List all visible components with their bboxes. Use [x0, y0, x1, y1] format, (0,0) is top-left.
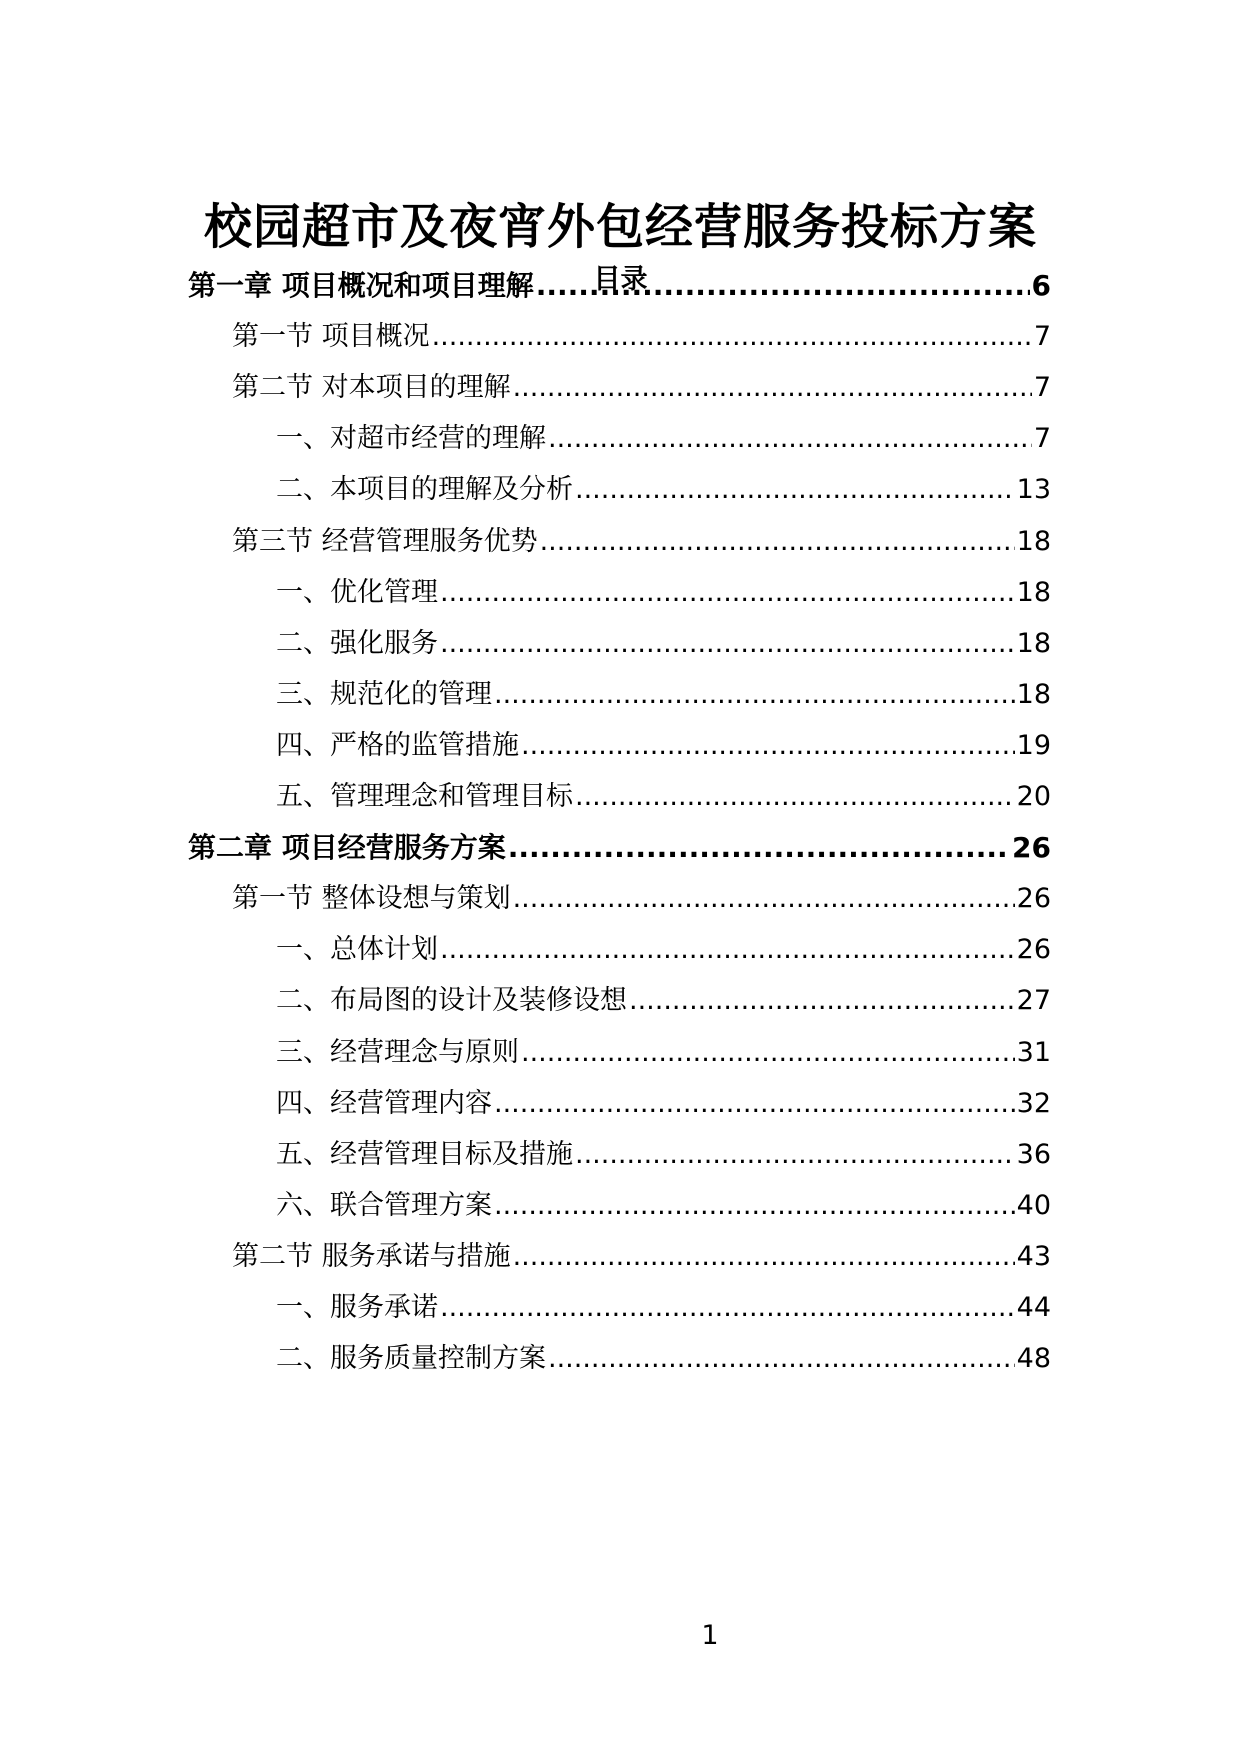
toc-dot-leader	[540, 522, 1015, 562]
toc-entry[interactable]	[232, 317, 1051, 357]
toc-entry-page: 26	[1016, 883, 1051, 914]
toc-dot-leader	[513, 368, 1032, 408]
toc-entry-label: 二、布局图的设计及装修设想	[276, 985, 627, 1016]
toc-entry-page: 31	[1016, 1037, 1051, 1068]
toc-entry-label: 第二章 项目经营服务方案	[188, 831, 506, 864]
toc-entry-label: 第二节 对本项目的理解	[232, 372, 511, 403]
toc-entry[interactable]	[276, 419, 1051, 459]
toc-entry-page: 40	[1016, 1190, 1051, 1221]
toc-entry[interactable]	[232, 368, 1051, 408]
toc-entry-label: 第一节 项目概况	[232, 321, 430, 352]
toc-entry[interactable]	[276, 470, 1051, 510]
toc-entry-page: 7	[1033, 321, 1051, 352]
toc-entry[interactable]	[232, 879, 1051, 919]
toc-dot-leader	[629, 981, 1015, 1021]
toc-dot-leader	[494, 1084, 1015, 1124]
toc-dot-leader	[440, 930, 1015, 970]
toc-entry[interactable]	[188, 828, 1051, 868]
toc-entry-label: 六、联合管理方案	[276, 1190, 492, 1221]
toc-entry-page: 44	[1016, 1292, 1051, 1323]
toc-entry[interactable]	[276, 1339, 1051, 1379]
toc-dot-leader	[521, 1033, 1015, 1073]
toc-dot-leader	[548, 419, 1032, 459]
toc-entry-page: 19	[1016, 730, 1051, 761]
toc-entry-label: 五、经营管理目标及措施	[276, 1139, 573, 1170]
toc-entry-label: 一、对超市经营的理解	[276, 423, 546, 454]
toc-entry-page: 18	[1016, 577, 1051, 608]
toc-entry-page: 27	[1016, 985, 1051, 1016]
toc-dot-leader	[513, 879, 1015, 919]
toc-dot-leader	[494, 675, 1015, 715]
toc-entry-page: 32	[1016, 1088, 1051, 1119]
toc-entry-label: 三、规范化的管理	[276, 679, 492, 710]
toc-entry[interactable]	[276, 1084, 1051, 1124]
toc-entry[interactable]	[276, 777, 1051, 817]
toc-entry-label: 五、管理理念和管理目标	[276, 781, 573, 812]
toc-entry-page: 18	[1016, 679, 1051, 710]
toc-entry-page: 7	[1033, 372, 1051, 403]
toc-entry-label: 二、强化服务	[276, 628, 438, 659]
toc-entry[interactable]	[276, 1135, 1051, 1175]
toc-dot-leader	[513, 1237, 1015, 1277]
toc-entry-page: 36	[1016, 1139, 1051, 1170]
toc-entry-label: 四、经营管理内容	[276, 1088, 492, 1119]
toc-entry-label: 一、优化管理	[276, 577, 438, 608]
toc-dot-leader	[494, 1186, 1015, 1226]
toc-entry[interactable]	[232, 1237, 1051, 1277]
toc-entry[interactable]	[276, 675, 1051, 715]
toc-entry[interactable]	[276, 981, 1051, 1021]
toc-dot-leader	[575, 1135, 1015, 1175]
toc-entry[interactable]	[232, 522, 1051, 562]
toc-entry[interactable]	[276, 1033, 1051, 1073]
toc-entry-label: 一、总体计划	[276, 934, 438, 965]
toc-entry-page: 26	[1012, 831, 1051, 864]
toc-entry-page: 20	[1016, 781, 1051, 812]
toc-entry-label: 一、服务承诺	[276, 1292, 438, 1323]
toc-entry[interactable]	[276, 573, 1051, 613]
toc-entry-page: 48	[1016, 1343, 1051, 1374]
toc-entry-page: 43	[1016, 1241, 1051, 1272]
toc-dot-leader	[440, 624, 1015, 664]
toc-entry-label: 二、本项目的理解及分析	[276, 474, 573, 505]
toc-dot-leader	[575, 777, 1015, 817]
toc-entry[interactable]	[276, 1186, 1051, 1226]
document-title: 校园超市及夜宵外包经营服务投标方案	[203, 199, 1037, 256]
toc-entry[interactable]	[188, 266, 1051, 306]
toc-entry-page: 18	[1016, 628, 1051, 659]
toc-dot-leader	[508, 828, 1010, 868]
toc-entry-label: 四、严格的监管措施	[276, 730, 519, 761]
toc-entry[interactable]	[276, 1288, 1051, 1328]
toc-entry-label: 二、服务质量控制方案	[276, 1343, 546, 1374]
toc-entry-label: 第一章 项目概况和项目理解	[188, 269, 534, 302]
page-number: 1	[701, 1620, 719, 1651]
toc-dot-leader	[440, 1288, 1015, 1328]
toc-dot-leader	[575, 470, 1015, 510]
toc-dot-leader	[521, 726, 1015, 766]
toc-heading: 目录	[593, 264, 648, 295]
toc-entry[interactable]	[276, 624, 1051, 664]
toc-dot-leader	[432, 317, 1032, 357]
toc-dot-leader	[440, 573, 1015, 613]
toc-entry-page: 6	[1031, 269, 1051, 302]
toc-entry-page: 26	[1016, 934, 1051, 965]
toc-dot-leader	[536, 266, 1030, 306]
toc-entry-label: 第一节 整体设想与策划	[232, 883, 511, 914]
toc-entry-page: 13	[1016, 474, 1051, 505]
toc-entry-label: 三、经营理念与原则	[276, 1037, 519, 1068]
toc-entry-page: 18	[1016, 526, 1051, 557]
toc-dot-leader	[548, 1339, 1015, 1379]
toc-entry[interactable]	[276, 930, 1051, 970]
toc-entry-label: 第二节 服务承诺与措施	[232, 1241, 511, 1272]
toc-entry-page: 7	[1033, 423, 1051, 454]
toc-entry[interactable]	[276, 726, 1051, 766]
toc-entry-label: 第三节 经营管理服务优势	[232, 526, 538, 557]
